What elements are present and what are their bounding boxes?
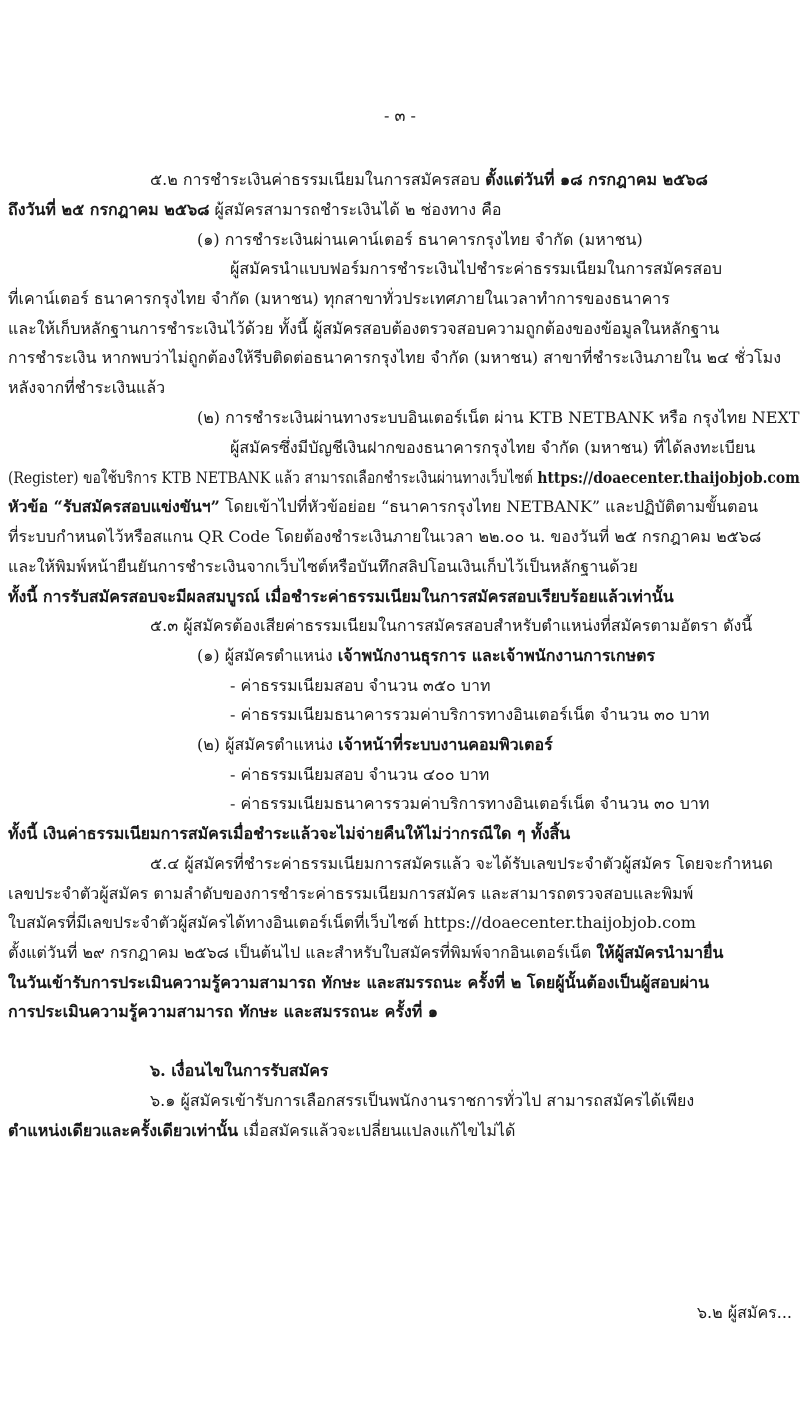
page-number: - ๓ -: [384, 106, 416, 125]
s53-group-1: [0, 644, 800, 668]
s52-channels: ผู้สมัครสามารถชำระเงินได้ ๒ ช่องทาง คือ: [209, 200, 502, 219]
s54-date-text: ตั้งแต่วันที่ ๒๙ กรกฎาคม ๒๕๖๘ เป็นต้นไป และสำหรับใบสมัครที่พิมพ์จากอินเตอร์เน็ต: [8, 943, 597, 962]
s53-group-1-fee-1: - ค่าธรรมเนียมสอบ จำนวน ๓๕๐ บาท: [230, 676, 491, 695]
s53-group-2: [0, 733, 800, 757]
s52-intro: ๕.๒ การชำระเงินค่าธรรมเนียมในการสมัครสอบ: [150, 170, 486, 189]
s52-channel-1-line-3: และให้เก็บหลักฐานการชำระเงินไว้ด้วย ทั้งนี้ ผู้สมัครสอบต้องตรวจสอบความถูกต้องของข้อมูลในหลักฐาน: [8, 319, 720, 338]
s52-channel-2-line-4: ที่ระบบกำหนดไว้หรือสแกน QR Code โดยต้องชำระเงินภายในเวลา ๒๒.๐๐ น. ของวันที่ ๒๕ กรกฎาคม ๒๕๖๘: [8, 527, 762, 546]
s53-group-2-fee-1: - ค่าธรรมเนียมสอบ จำนวน ๔๐๐ บาท: [230, 765, 490, 784]
s54-website-text: ใบสมัครที่มีเลขประจำตัวผู้สมัครได้ทางอินเตอร์เน็ตที่เว็บไซต์: [8, 913, 424, 932]
s54-line-6: การประเมินความรู้ความสามารถ ทักษะ และสมรรถนะ ครั้งที่ ๑: [8, 1002, 439, 1021]
s53-group-2-label: (๒) ผู้สมัครตำแหน่ง: [197, 735, 339, 754]
s52-line-2: [0, 198, 800, 222]
s54-line-3: [0, 911, 800, 935]
s53-group-1-positions: เจ้าพนักงานธุรการ และเจ้าพนักงานการเกษตร: [337, 646, 656, 665]
s54-line-5: ในวันเข้ารับการประเมินความรู้ความสามารถ ทักษะ และสมรรถนะ ครั้งที่ ๒ โดยผู้นั้นต้องเป็นผู้สอบผ่าน: [8, 973, 710, 992]
continuation-text: ๖.๒ ผู้สมัคร...: [696, 1303, 792, 1322]
s53-intro: ๕.๓ ผู้สมัครต้องเสียค่าธรรมเนียมในการสมัครสอบสำหรับตำแหน่งที่สมัครตามอัตรา ดังนี้: [150, 616, 753, 635]
s6-single-position: ตำแหน่งเดียวและครั้งเดียวเท่านั้น: [8, 1121, 239, 1140]
s52-channel-2-line-3: [0, 495, 800, 519]
s53-group-2-position: เจ้าหน้าที่ระบบงานคอมพิวเตอร์: [338, 735, 553, 754]
s6-heading: ๖. เงื่อนไขในการรับสมัคร: [150, 1061, 329, 1080]
s53-note: ทั้งนี้ เงินค่าธรรมเนียมการสมัครเมื่อชำระแล้วจะไม่จ่ายคืนให้ไม่ว่ากรณีใด ๆ ทั้งสิ้น: [8, 824, 571, 843]
s52-end-date: ถึงวันที่ ๒๕ กรกฎาคม ๒๕๖๘: [8, 200, 210, 219]
s52-start-date: ตั้งแต่วันที่ ๑๘ กรกฎาคม ๒๕๖๘: [485, 170, 708, 189]
s52-topic-label: หัวข้อ “รับสมัครสอบแข่งขันฯ”: [8, 497, 220, 516]
s52-line-1: [0, 168, 800, 192]
s52-channel-1-line-4: การชำระเงิน หากพบว่าไม่ถูกต้องให้รีบติดต่อธนาคารกรุงไทย จำกัด (มหาชน) สาขาที่ชำระเงินภายใน ๒๔ ชั่วโมง: [8, 348, 781, 367]
s52-channel-1-line-2: ที่เคาน์เตอร์ ธนาคารกรุงไทย จำกัด (มหาชน) ทุกสาขาทั่วประเทศภายในเวลาทำการของธนาคาร: [8, 289, 670, 308]
s6-line-1: ๖.๑ ผู้สมัครเข้ารับการเลือกสรรเป็นพนักงานราชการทั่วไป สามารถสมัครได้เพียง: [150, 1091, 695, 1110]
s52-channel-1-line-5: หลังจากที่ชำระเงินแล้ว: [8, 378, 166, 397]
s52-channel-2-line-2: [0, 466, 800, 490]
s54-line-4: [0, 941, 800, 965]
s52-channel-1-title: (๑) การชำระเงินผ่านเคาน์เตอร์ ธนาคารกรุงไทย จำกัด (มหาชน): [197, 230, 643, 249]
s52-subtopic-text: โดยเข้าไปที่หัวข้อย่อย “ธนาคารกรุงไทย NETBANK” และปฏิบัติตามขั้นตอน: [219, 497, 759, 516]
s53-group-1-fee-2: - ค่าธรรมเนียมธนาคารรวมค่าบริการทางอินเตอร์เน็ต จำนวน ๓๐ บาท: [230, 705, 710, 724]
s54-website-link: https://doaecenter.thaijobjob.com: [423, 913, 696, 932]
s52-channel-2-line-5: และให้พิมพ์หน้ายืนยันการชำระเงินจากเว็บไซต์หรือบันทึกสลิปโอนเงินเก็บไว้เป็นหลักฐานด้วย: [8, 557, 638, 576]
s54-submit-text: ให้ผู้สมัครนำมายื่น: [596, 943, 724, 962]
s53-group-2-fee-2: - ค่าธรรมเนียมธนาคารรวมค่าบริการทางอินเตอร์เน็ต จำนวน ๓๐ บาท: [230, 794, 710, 813]
s6-no-change: เมื่อสมัครแล้วจะเปลี่ยนแปลงแก้ไขไม่ได้: [238, 1121, 516, 1140]
s52-channel-2-line-1: ผู้สมัครซึ่งมีบัญชีเงินฝากของธนาคารกรุงไทย จำกัด (มหาชน) ที่ได้ลงทะเบียน: [230, 438, 756, 457]
s52-website-link: https://doaecenter.thaijobjob.com: [537, 468, 800, 487]
s6-line-2: [0, 1119, 800, 1143]
s52-channel-2-title: (๒) การชำระเงินผ่านทางระบบอินเตอร์เน็ต ผ่าน KTB NETBANK หรือ กรุงไทย NEXT: [197, 408, 800, 427]
s52-note: ทั้งนี้ การรับสมัครสอบจะมีผลสมบูรณ์ เมื่อชำระค่าธรรมเนียมในการสมัครสอบเรียบร้อยแล้วเท่านั้น: [8, 587, 674, 606]
s53-group-1-label: (๑) ผู้สมัครตำแหน่ง: [197, 646, 338, 665]
s52-channel-1-line-1: ผู้สมัครนำแบบฟอร์มการชำระเงินไปชำระค่าธรรมเนียมในการสมัครสอบ: [230, 259, 723, 278]
s52-register-text: (Register) ขอใช้บริการ KTB NETBANK แล้ว สามารถเลือกชำระเงินผ่านทางเว็บไซต์: [8, 468, 538, 487]
s54-line-1: ๕.๔ ผู้สมัครที่ชำระค่าธรรมเนียมการสมัครแล้ว จะได้รับเลขประจำตัวผู้สมัคร โดยจะกำหนด: [150, 854, 773, 873]
s54-line-2: เลขประจำตัวผู้สมัคร ตามลำดับของการชำระค่าธรรมเนียมการสมัคร และสามารถตรวจสอบและพิมพ์: [8, 884, 694, 903]
